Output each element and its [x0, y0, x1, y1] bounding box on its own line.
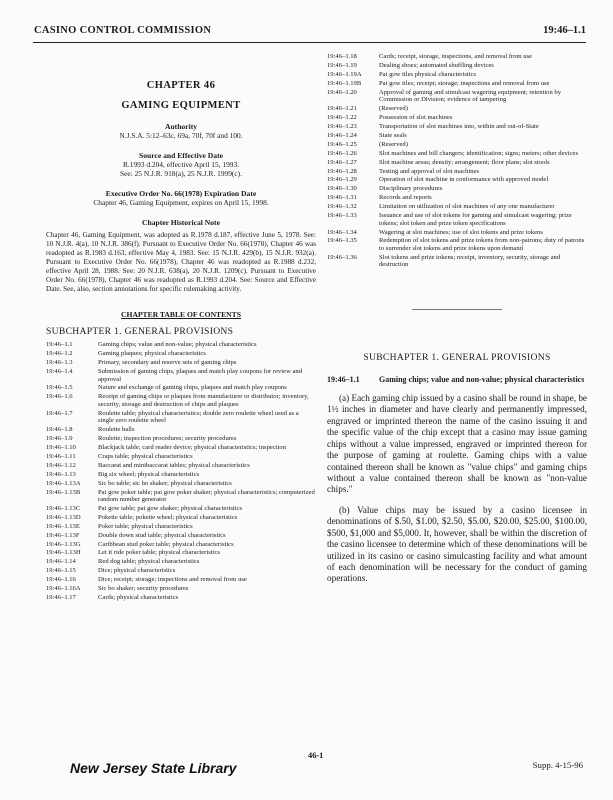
- toc-entry: [46, 349, 316, 358]
- toc-entry-number: 19:46–1.13B: [46, 488, 81, 496]
- toc-entry: [46, 548, 316, 557]
- toc-entry-title: Slot machine areas; density; arrangement; floor plans; slot stools: [379, 158, 550, 166]
- toc-entry-number: 19:46–1.14: [46, 558, 76, 566]
- toc-entry-number: 19:46–1.10: [46, 444, 76, 452]
- toc-entry-number: 19:46–1.13F: [46, 531, 80, 539]
- toc-entry: [327, 79, 587, 88]
- toc-entry: [46, 504, 316, 513]
- toc-entry: [46, 539, 316, 548]
- section-divider: [412, 309, 502, 310]
- toc-entry-title: Let it ride poker table; physical characteristics: [98, 549, 220, 557]
- toc-entry: [327, 157, 587, 166]
- section-title: Gaming chips; value and non-value; physical characteristics: [379, 375, 585, 385]
- toc-entry-title: Dice; receipt; storage; inspections and removal from use: [98, 576, 247, 584]
- left-column: [46, 52, 316, 602]
- source-label: Source and Effective Date: [138, 151, 223, 160]
- toc-entry: [46, 340, 316, 349]
- toc-entry-number: 19:46–1.13D: [46, 513, 81, 521]
- toc-entry-number: 19:46–1.17: [46, 593, 76, 601]
- toc-entry-title: Gaming chips; value and non-value; physical characteristics: [98, 341, 257, 349]
- toc-entry: [327, 70, 587, 79]
- toc-entry: [46, 557, 316, 566]
- toc-entry-number: 19:46–1.35: [327, 237, 357, 245]
- toc-entry-number: 19:46–1.36: [327, 253, 357, 261]
- toc-entry-number: 19:46–1.16: [46, 576, 76, 584]
- exec-order-label: Executive Order No. 66(1978) Expiration Date: [105, 189, 257, 198]
- toc-entry-title: Pai gow poker table; pai gow poker shaker; physical characteristics; computerized random number generator: [98, 488, 315, 504]
- exec-order-text: Chapter 46, Gaming Equipment, expires on April 15, 1998.: [93, 198, 269, 207]
- running-header-section: 19:46–1.1: [543, 25, 586, 36]
- toc-entry-title: Pai gow tiles physical characteristics: [379, 71, 477, 79]
- source-line-2: See: 25 N.J.R. 918(a), 25 N.J.R. 1999(c).: [120, 169, 242, 178]
- toc-entry: [46, 487, 316, 503]
- toc-left-table: [46, 340, 316, 602]
- toc-entry: [327, 184, 587, 193]
- toc-entry-title: State seals: [379, 132, 407, 140]
- toc-entry-number: 19:46–1.13A: [46, 479, 81, 487]
- toc-entry: [327, 88, 587, 104]
- toc-entry-number: 19:46–1.28: [327, 167, 357, 175]
- toc-entry: [46, 434, 316, 443]
- toc-entry: [327, 140, 587, 149]
- toc-entry-number: 19:46–1.7: [46, 409, 73, 417]
- toc-entry: [46, 478, 316, 487]
- toc-entry-title: Big six wheel; physical characteristics: [98, 470, 200, 478]
- running-header-title: CASINO CONTROL COMMISSION: [34, 25, 212, 36]
- toc-entry-title: Sic bo table; sic bo shaker; physical characteristics: [98, 479, 232, 487]
- toc-entry-title: Operation of slot machine in conformance with approved model: [379, 176, 549, 184]
- toc-entry-number: 19:46–1.12: [46, 461, 76, 469]
- toc-entry-title: (Reserved): [379, 140, 408, 148]
- toc-entry: [46, 392, 316, 408]
- toc-entry-title: Disciplinary procedures: [379, 185, 443, 193]
- toc-entry-title: Limitation on utilization of slot machines of any one manufacturer: [379, 203, 555, 211]
- toc-entry: [327, 131, 587, 140]
- toc-entry-title: Sic bo shaker; security procedures: [98, 585, 189, 593]
- toc-entry-title: Approval of gaming and simulcast wagering equipment; retention by Commission or Division; evidence of tampering: [379, 88, 562, 104]
- right-column: [327, 52, 587, 594]
- toc-entry-title: Caribbean stud poker table; physical characteristics: [98, 540, 234, 548]
- toc-entry-number: 19:46–1.18: [327, 53, 357, 61]
- toc-entry-number: 19:46–1.22: [327, 114, 357, 122]
- toc-entry-title: Wagering at slot machines; use of slot tokens and prize tokens: [379, 228, 543, 236]
- toc-entry: [327, 202, 587, 211]
- paragraph-a: (a) Each gaming chip issued by a casino shall be round in shape, be 1½ inches in diameter and have clearly and permanently impressed, engraved or imprinted thereon the name of the casino issuing it and the specific value of the chip except that a casino may issue gaming chips without a value impressed, engraved or imprinted thereon for the purpose of gaming at roulette. Gaming chips with a value contained thereon shall be known as "value chips" and gaming chips without a value contained thereon shall be known as "non-value chips.": [327, 393, 587, 495]
- chapter-title: CHAPTER 46: [146, 80, 216, 91]
- toc-entry-title: Possession of slot machines: [379, 114, 453, 122]
- header-rule: [33, 42, 586, 43]
- toc-entry-number: 19:46–1.34: [327, 228, 357, 236]
- paragraph-b: (b) Value chips may be issued by a casino licensee in denominations of $.50, $1.00, $2.50, $5.00, $20.00, $25.00, $100.00, $500, $1,000 and $5,000. It, however, shall be within the discretion of the casino licensee to determine which of these denominations will be utilized in its casino or casino simulcasting facility and what amount of each denomination will be necessary for the conduct of gaming operations.: [327, 504, 587, 584]
- toc-entry: [46, 575, 316, 584]
- toc-entry-number: 19:46–1.23: [327, 123, 357, 131]
- toc-entry-number: 19:46–1.11: [46, 452, 76, 460]
- toc-entry-number: 19:46–1.24: [327, 132, 357, 140]
- toc-entry-number: 19:46–1.27: [327, 158, 357, 166]
- toc-entry-title: Dice; physical characteristics: [98, 567, 176, 575]
- toc-entry: [327, 61, 587, 70]
- toc-entry: [46, 584, 316, 593]
- toc-entry-number: 19:46–1.13H: [46, 549, 81, 557]
- toc-entry: [46, 383, 316, 392]
- toc-entry-number: 19:46–1.13E: [46, 522, 80, 530]
- toc-entry-title: Dealing shoes; automated shuffling devices: [379, 62, 494, 70]
- toc-entry-title: Records and reports: [379, 194, 432, 202]
- toc-entry: [46, 566, 316, 575]
- toc-entry-number: 19:46–1.5: [46, 384, 73, 392]
- toc-entry-title: Slot machines and bill changers; identification; signs; meters; other devices: [379, 149, 579, 157]
- toc-entry: [327, 175, 587, 184]
- toc-entry-number: 19:46–1.2: [46, 350, 73, 358]
- toc-entry: [46, 593, 316, 602]
- toc-entry-number: 19:46–1.3: [46, 359, 73, 367]
- toc-entry: [46, 530, 316, 539]
- toc-entry: [46, 443, 316, 452]
- toc-entry: [327, 149, 587, 158]
- toc-entry: [327, 122, 587, 131]
- toc-entry-number: 19:46–1.6: [46, 393, 73, 401]
- toc-entry-title: Issuance and use of slot tokens for gaming and simulcast wagering; prize tokens; slot token and prize token specifications: [379, 212, 572, 227]
- toc-entry-number: 19:46–1.15: [46, 567, 76, 575]
- toc-entry-title: Receipt of gaming chips or plaques from manufacturer or distributor; inventory, security, storage and destruction of chips and plaques: [98, 393, 309, 408]
- authority-text: N.J.S.A. 5:12–63c, 69a, 70f, 70f and 100.: [119, 131, 243, 140]
- source-line-1: R.1993 d.204, effective April 15, 1993.: [122, 160, 240, 169]
- toc-entry-title: Cards; receipt, storage, inspections, and removal from use: [379, 53, 533, 61]
- toc-entry: [327, 227, 587, 236]
- toc-entry-number: 19:46–1.13C: [46, 505, 81, 513]
- toc-entry-title: Craps table; physical characteristics: [98, 452, 193, 460]
- toc-entry: [46, 522, 316, 531]
- toc-entry: [327, 104, 587, 113]
- toc-subchapter-heading: SUBCHAPTER 1. GENERAL PROVISIONS: [46, 326, 234, 337]
- toc-entry-title: Testing and approval of slot machines: [379, 167, 480, 175]
- toc-entry-number: 19:46–1.4: [46, 367, 73, 375]
- toc-entry-number: 19:46–1.1: [46, 341, 73, 349]
- toc-entry: [327, 52, 587, 61]
- authority-label: Authority: [164, 122, 198, 131]
- toc-entry: [327, 193, 587, 202]
- supplement-date: Supp. 4-15-96: [532, 760, 583, 770]
- toc-entry-number: 19:46–1.13: [46, 470, 76, 478]
- toc-entry-title: Slot tokens and prize tokens; receipt, inventory, security, storage and destruction: [379, 253, 561, 269]
- toc-entry-number: 19:46–1.16A: [46, 585, 81, 593]
- toc-entry-title: Roulette; inspection procedures; security procedures: [98, 435, 237, 443]
- library-stamp: New Jersey State Library: [70, 760, 237, 776]
- toc-entry-number: 19:46–1.13G: [46, 540, 81, 548]
- toc-entry-title: Roulette balls: [98, 426, 135, 434]
- toc-entry: [46, 409, 316, 425]
- toc-entry-number: 19:46–1.31: [327, 194, 357, 202]
- toc-entry-number: 19:46–1.8: [46, 426, 73, 434]
- toc-entry-number: 19:46–1.29: [327, 176, 357, 184]
- toc-entry-number: 19:46–1.21: [327, 105, 357, 113]
- toc-entry-title: Baccarat and minibaccarat tables; physical characteristics: [98, 461, 250, 469]
- toc-entry: [46, 469, 316, 478]
- toc-entry-title: Transportation of slot machines into, within and out-of-State: [379, 123, 539, 131]
- toc-entry-number: 19:46–1.9: [46, 435, 73, 443]
- toc-entry-title: Pokette table; pokette wheel; physical characteristics: [98, 513, 238, 521]
- toc-entry-title: Blackjack table; card reader device; physical characteristics; inspection: [98, 444, 287, 452]
- toc-entry: [46, 452, 316, 461]
- toc-entry: [327, 113, 587, 122]
- toc-entry: [327, 253, 587, 269]
- toc-entry: [327, 236, 587, 252]
- history-label: Chapter Historical Note: [142, 218, 220, 227]
- toc-entry-number: 19:46–1.19A: [327, 71, 362, 79]
- toc-entry-title: Submission of gaming chips, plaques and match play coupons for review and approval: [98, 367, 303, 383]
- toc-right-table: [327, 52, 587, 269]
- toc-entry: [46, 367, 316, 383]
- toc-entry-title: Roulette table; physical characteristics; double zero roulette wheel used as a single zero roulette wheel: [98, 409, 299, 425]
- toc-entry: [46, 425, 316, 434]
- toc-entry-number: 19:46–1.33: [327, 212, 357, 220]
- toc-entry-number: 19:46–1.30: [327, 185, 357, 193]
- toc-entry-title: Pai gow tiles; receipt; storage; inspections and removal from use: [379, 79, 550, 87]
- toc-entry-title: Cards; physical characteristics: [98, 593, 179, 601]
- toc-entry-title: Double down stud table; physical characteristics: [98, 531, 226, 539]
- toc-entry-title: (Reserved): [379, 105, 408, 113]
- toc-entry-number: 19:46–1.19: [327, 62, 357, 70]
- section-heading: [327, 375, 587, 385]
- toc-entry-title: Gaming plaques; physical characteristics: [98, 350, 206, 358]
- body-subchapter-heading: SUBCHAPTER 1. GENERAL PROVISIONS: [363, 352, 551, 364]
- history-text: Chapter 46, Gaming Equipment, was adopted as R.1978 d.187, effective June 5, 1978. See: 10 N.J.R. 4(a), 10 N.J.R. 386(f). Pursuant to Executive Order No. 66(1978), Chapter 46 was readopted as R.1983 d.163, effective May 4, 1983. See: 15 N.J.R. 429(b), 15 N.J.R. 932(a). Pursuant to Executive Order No. 66(1978), Chapter 46 was readopted as R.1988 d.232, effective April 28, 1988. See: 20 N.J.R. 638(a), 20 N.J.R. 1209(c). Pursuant to Executive Order No. 66(1978), Chapter 46 was readopted as R.1993 d.204. See: Source and Effective Date. See, also, section annotations for specific rulemaking activity.: [46, 231, 316, 293]
- toc-entry: [46, 358, 316, 367]
- toc-entry-number: 19:46–1.20: [327, 88, 357, 96]
- toc-entry-number: 19:46–1.26: [327, 149, 357, 157]
- toc-entry: [46, 513, 316, 522]
- toc-entry-title: Primary, secondary and reserve sets of gaming chips: [98, 359, 237, 367]
- toc-entry: [46, 461, 316, 470]
- toc-entry-number: 19:46–1.25: [327, 140, 357, 148]
- toc-entry-title: Poker table; physical characteristics: [98, 522, 193, 530]
- toc-entry-title: Redemption of slot tokens and prize tokens from non-patrons; duty of patrons to surrender slot tokens and prize tokens upon demand: [379, 237, 585, 252]
- toc-entry-title: Pai gow table; pai gow shaker; physical characteristics: [98, 505, 243, 513]
- page-number: 46-1: [308, 751, 324, 760]
- toc-entry-number: 19:46–1.32: [327, 203, 357, 211]
- toc-heading: CHAPTER TABLE OF CONTENTS: [121, 310, 241, 319]
- toc-entry: [327, 211, 587, 227]
- chapter-subtitle: GAMING EQUIPMENT: [121, 100, 241, 111]
- toc-entry-number: 19:46–1.19B: [327, 79, 362, 87]
- toc-entry-title: Red dog table; physical characteristics: [98, 558, 200, 566]
- section-number: 19:46–1.1: [327, 375, 360, 385]
- toc-entry-title: Nature and exchange of gaming chips, plaques and match play coupons: [98, 384, 287, 392]
- toc-entry: [327, 166, 587, 175]
